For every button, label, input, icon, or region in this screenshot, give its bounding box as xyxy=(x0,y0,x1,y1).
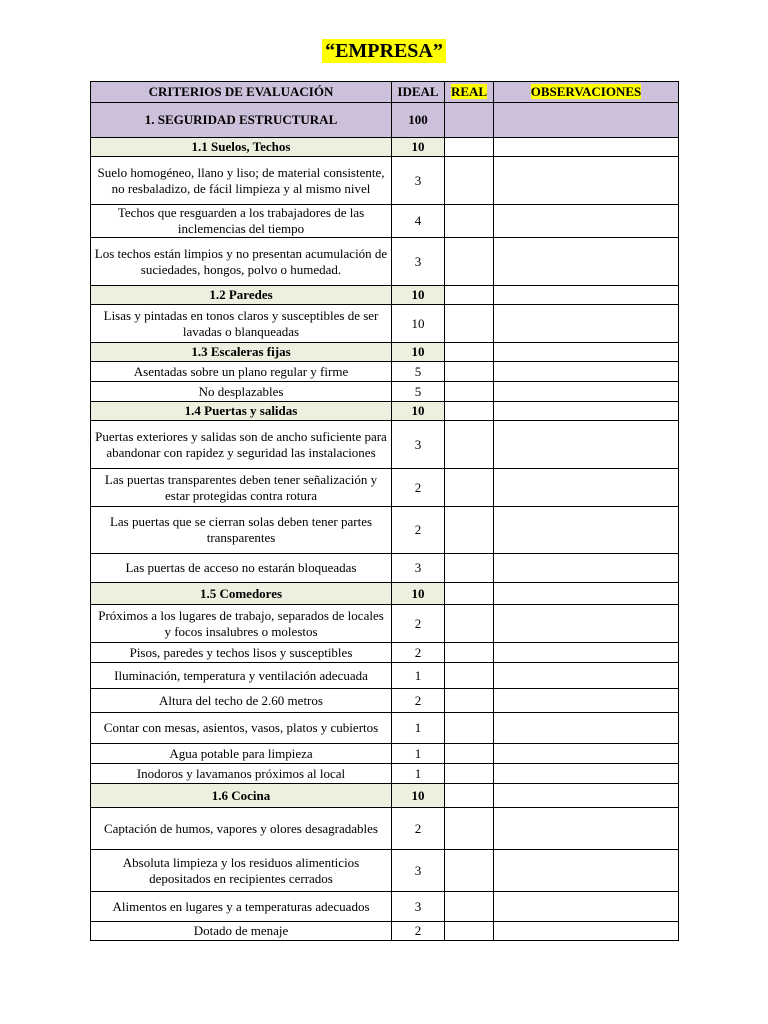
criterion-label: 1.1 Suelos, Techos xyxy=(91,138,392,157)
observaciones-cell xyxy=(494,138,679,157)
observaciones-cell xyxy=(494,689,679,713)
criterion-row xyxy=(91,605,679,643)
observaciones-cell xyxy=(494,744,679,764)
ideal-score: 2 xyxy=(392,643,445,663)
real-score-cell xyxy=(445,402,494,421)
ideal-score: 1 xyxy=(392,764,445,784)
subsection-row xyxy=(91,784,679,808)
observaciones-cell xyxy=(494,892,679,922)
criterion-label: Pisos, paredes y techos lisos y susceptibles xyxy=(91,643,392,663)
real-score-cell xyxy=(445,469,494,507)
observaciones-cell xyxy=(494,157,679,205)
real-score-cell xyxy=(445,689,494,713)
criterion-label: Techos que resguarden a los trabajadores de las inclemencias del tiempo xyxy=(91,205,392,238)
observaciones-cell xyxy=(494,643,679,663)
ideal-score: 10 xyxy=(392,402,445,421)
criterion-label: Altura del techo de 2.60 metros xyxy=(91,689,392,713)
ideal-score: 10 xyxy=(392,343,445,362)
criterion-label: 1.2 Paredes xyxy=(91,286,392,305)
observaciones-cell xyxy=(494,238,679,286)
document-title-text: “EMPRESA” xyxy=(322,39,446,63)
ideal-score: 1 xyxy=(392,744,445,764)
criterion-row xyxy=(91,421,679,469)
criterion-row xyxy=(91,305,679,343)
table-header-row xyxy=(91,82,679,103)
observaciones-cell xyxy=(494,286,679,305)
real-score-cell xyxy=(445,764,494,784)
ideal-score: 2 xyxy=(392,689,445,713)
criterion-label: 1.6 Cocina xyxy=(91,784,392,808)
real-score-cell xyxy=(445,713,494,744)
ideal-score: 2 xyxy=(392,605,445,643)
criterion-row xyxy=(91,157,679,205)
ideal-score: 4 xyxy=(392,205,445,238)
ideal-score: 2 xyxy=(392,922,445,941)
criterion-label: 1. SEGURIDAD ESTRUCTURAL xyxy=(91,103,392,138)
criterion-row xyxy=(91,238,679,286)
real-score-cell xyxy=(445,205,494,238)
criterion-row xyxy=(91,744,679,764)
ideal-score: 1 xyxy=(392,663,445,689)
observaciones-cell xyxy=(494,469,679,507)
criterion-row xyxy=(91,507,679,554)
criterion-row xyxy=(91,205,679,238)
header-real xyxy=(445,82,494,103)
ideal-score: 3 xyxy=(392,421,445,469)
ideal-score: 10 xyxy=(392,784,445,808)
real-score-cell xyxy=(445,643,494,663)
criterion-row xyxy=(91,850,679,892)
observaciones-cell xyxy=(494,784,679,808)
observaciones-cell xyxy=(494,507,679,554)
criterion-label: Asentadas sobre un plano regular y firme xyxy=(91,362,392,382)
real-score-cell xyxy=(445,362,494,382)
real-score-cell xyxy=(445,554,494,583)
criterion-label: Captación de humos, vapores y olores desagradables xyxy=(91,808,392,850)
ideal-score: 2 xyxy=(392,808,445,850)
header-observaciones xyxy=(494,82,679,103)
real-score-cell xyxy=(445,157,494,205)
real-score-cell xyxy=(445,922,494,941)
criterion-row xyxy=(91,362,679,382)
real-score-cell xyxy=(445,784,494,808)
real-score-cell xyxy=(445,103,494,138)
ideal-score: 10 xyxy=(392,583,445,605)
criterion-label: Las puertas transparentes deben tener señalización y estar protegidas contra rotura xyxy=(91,469,392,507)
real-score-cell xyxy=(445,507,494,554)
criterion-label: Próximos a los lugares de trabajo, separados de locales y focos insalubres o molestos xyxy=(91,605,392,643)
criterion-row xyxy=(91,382,679,402)
header-criterios: CRITERIOS DE EVALUACIÓN xyxy=(91,82,392,103)
criterion-label: Iluminación, temperatura y ventilación adecuada xyxy=(91,663,392,689)
observaciones-cell xyxy=(494,713,679,744)
observaciones-cell xyxy=(494,605,679,643)
criterion-row xyxy=(91,643,679,663)
subsection-row xyxy=(91,343,679,362)
criterion-label: Absoluta limpieza y los residuos alimenticios depositados en recipientes cerrados xyxy=(91,850,392,892)
real-score-cell xyxy=(445,238,494,286)
real-score-cell xyxy=(445,605,494,643)
real-score-cell xyxy=(445,663,494,689)
ideal-score: 3 xyxy=(392,892,445,922)
criterion-row xyxy=(91,808,679,850)
criterion-row xyxy=(91,892,679,922)
header-observaciones-label: OBSERVACIONES xyxy=(530,84,642,99)
real-score-cell xyxy=(445,744,494,764)
ideal-score: 3 xyxy=(392,554,445,583)
criterion-row xyxy=(91,554,679,583)
criterion-label: Las puertas de acceso no estarán bloqueadas xyxy=(91,554,392,583)
header-ideal: IDEAL xyxy=(392,82,445,103)
observaciones-cell xyxy=(494,402,679,421)
subsection-row xyxy=(91,402,679,421)
criterion-label: 1.5 Comedores xyxy=(91,583,392,605)
ideal-score: 1 xyxy=(392,713,445,744)
criterion-row xyxy=(91,764,679,784)
ideal-score: 10 xyxy=(392,138,445,157)
subsection-row xyxy=(91,286,679,305)
criterion-label: Las puertas que se cierran solas deben tener partes transparentes xyxy=(91,507,392,554)
criterion-label: No desplazables xyxy=(91,382,392,402)
real-score-cell xyxy=(445,583,494,605)
criterion-row xyxy=(91,469,679,507)
real-score-cell xyxy=(445,286,494,305)
subsection-row xyxy=(91,583,679,605)
ideal-score: 10 xyxy=(392,286,445,305)
criterion-label: Dotado de menaje xyxy=(91,922,392,941)
observaciones-cell xyxy=(494,205,679,238)
criterion-label: Agua potable para limpieza xyxy=(91,744,392,764)
criterion-row xyxy=(91,663,679,689)
observaciones-cell xyxy=(494,103,679,138)
ideal-score: 3 xyxy=(392,850,445,892)
ideal-score: 3 xyxy=(392,157,445,205)
ideal-score: 5 xyxy=(392,382,445,402)
criterion-label: Contar con mesas, asientos, vasos, platos y cubiertos xyxy=(91,713,392,744)
subsection-row xyxy=(91,138,679,157)
criterion-label: 1.3 Escaleras fijas xyxy=(91,343,392,362)
ideal-score: 2 xyxy=(392,469,445,507)
observaciones-cell xyxy=(494,663,679,689)
criterion-label: Inodoros y lavamanos próximos al local xyxy=(91,764,392,784)
observaciones-cell xyxy=(494,382,679,402)
criterion-row xyxy=(91,922,679,941)
criterion-label: Lisas y pintadas en tonos claros y susceptibles de ser lavadas o blanqueadas xyxy=(91,305,392,343)
criterion-row xyxy=(91,713,679,744)
criterion-label: 1.4 Puertas y salidas xyxy=(91,402,392,421)
real-score-cell xyxy=(445,382,494,402)
observaciones-cell xyxy=(494,343,679,362)
criterion-row xyxy=(91,689,679,713)
ideal-score: 5 xyxy=(392,362,445,382)
real-score-cell xyxy=(445,421,494,469)
criterion-label: Puertas exteriores y salidas son de ancho suficiente para abandonar con rapidez y seguridad las instalaciones xyxy=(91,421,392,469)
ideal-score: 2 xyxy=(392,507,445,554)
real-score-cell xyxy=(445,138,494,157)
observaciones-cell xyxy=(494,554,679,583)
observaciones-cell xyxy=(494,583,679,605)
section-row xyxy=(91,103,679,138)
ideal-score: 3 xyxy=(392,238,445,286)
table-body xyxy=(91,103,679,941)
evaluation-table xyxy=(90,81,679,941)
ideal-score: 100 xyxy=(392,103,445,138)
real-score-cell xyxy=(445,343,494,362)
observaciones-cell xyxy=(494,850,679,892)
criterion-label: Alimentos en lugares y a temperaturas adecuados xyxy=(91,892,392,922)
real-score-cell xyxy=(445,305,494,343)
real-score-cell xyxy=(445,808,494,850)
observaciones-cell xyxy=(494,421,679,469)
real-score-cell xyxy=(445,850,494,892)
header-real-label: REAL xyxy=(450,84,488,99)
observaciones-cell xyxy=(494,362,679,382)
observaciones-cell xyxy=(494,922,679,941)
real-score-cell xyxy=(445,892,494,922)
observaciones-cell xyxy=(494,305,679,343)
criterion-label: Suelo homogéneo, llano y liso; de material consistente, no resbaladizo, de fácil limpieza y al mismo nivel xyxy=(91,157,392,205)
document-title xyxy=(0,40,768,63)
criterion-label: Los techos están limpios y no presentan acumulación de suciedades, hongos, polvo o humedad. xyxy=(91,238,392,286)
ideal-score: 10 xyxy=(392,305,445,343)
observaciones-cell xyxy=(494,764,679,784)
observaciones-cell xyxy=(494,808,679,850)
